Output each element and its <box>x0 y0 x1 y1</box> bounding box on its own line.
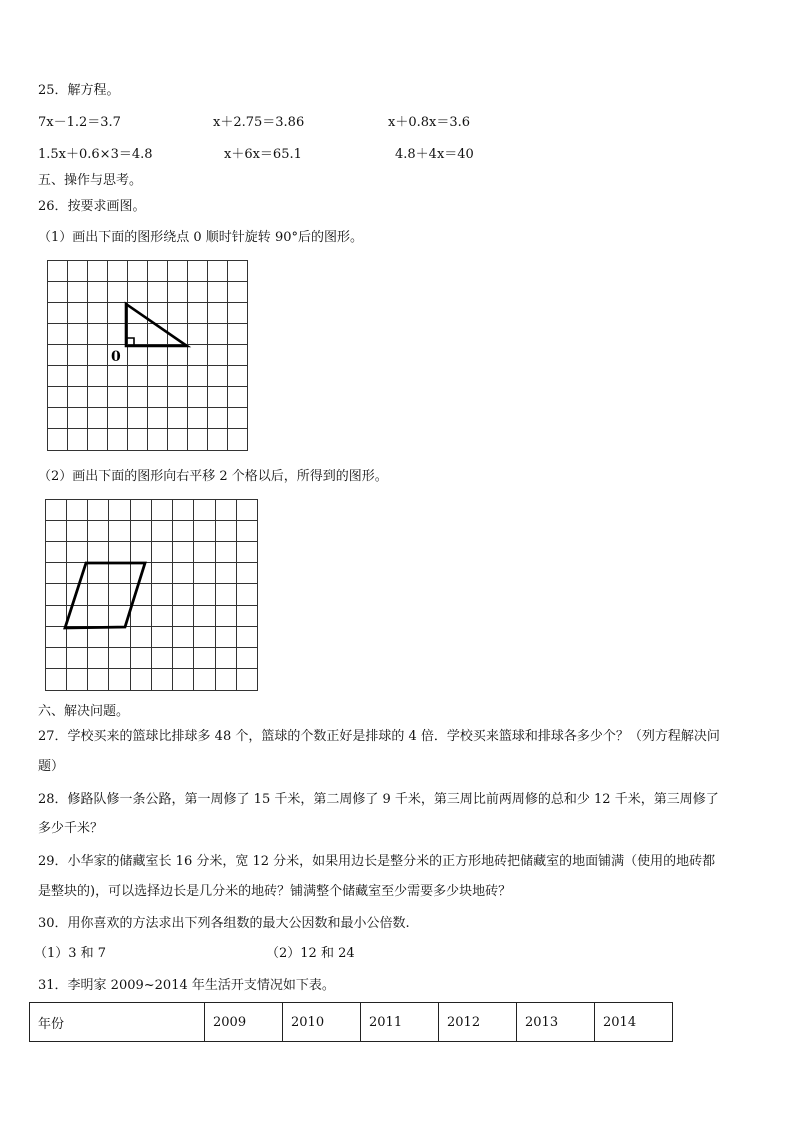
table-header-cell: 2014 <box>595 1003 673 1042</box>
q26-part1-instruction: （1）画出下面的图形绕点 0 顺时针旋转 90°后的图形。 <box>38 230 363 245</box>
right-triangle-shape <box>126 304 187 346</box>
rotation-grid <box>47 260 251 454</box>
q26-part2-instruction: （2）画出下面的图形向右平移 2 个格以后，所得到的图形。 <box>38 469 388 484</box>
parallelogram-shape <box>65 563 145 628</box>
equation: 7x－1.2＝3.7 <box>38 115 121 130</box>
q28-line1: 28．修路队修一条公路，第一周修了 15 千米，第二周修了 9 千米，第三周比前两周修的总和少 12 千米，第三周修了 <box>38 792 719 807</box>
expenses-table <box>29 1002 673 1042</box>
section-6-title: 六、解决问题。 <box>38 704 130 719</box>
translation-grid <box>45 499 261 695</box>
q30-title: 30．用你喜欢的方法求出下列各组数的最大公因数和最小公倍数. <box>38 916 410 931</box>
equation: x＋2.75＝3.86 <box>213 115 305 130</box>
equation: x＋6x＝65.1 <box>224 147 302 162</box>
q30-part1: （1）3 和 7 <box>34 946 107 961</box>
q29-line1: 29．小华家的储藏室长 16 分米，宽 12 分米，如果用边长是整分米的正方形地砖把储藏室的地面铺满（使用的地砖都 <box>38 854 716 869</box>
table-header-cell: 2011 <box>361 1003 439 1042</box>
table-header-cell: 2012 <box>439 1003 517 1042</box>
equation: 4.8＋4x＝40 <box>395 147 474 162</box>
q30-part2: （2）12 和 24 <box>266 946 355 961</box>
table-header-cell: 2010 <box>283 1003 361 1042</box>
equation: x＋0.8x＝3.6 <box>388 115 471 130</box>
table-row <box>30 1003 673 1042</box>
q31-title: 31．李明家 2009~2014 年生活开支情况如下表。 <box>38 978 335 993</box>
equation: 1.5x＋0.6×3＝4.8 <box>38 147 153 162</box>
q29-line2: 是整块的)，可以选择边长是几分米的地砖？铺满整个储藏室至少需要多少块地砖？ <box>38 884 512 899</box>
q27-line1: 27．学校买来的篮球比排球多 48 个，篮球的个数正好是排球的 4 倍．学校买来篮球和排球各多少个？（列方程解决问 <box>38 729 720 744</box>
q26-title: 26．按要求画图。 <box>38 199 146 214</box>
table-header-cell: 年份 <box>30 1003 205 1042</box>
q27-line2: 题） <box>38 759 65 774</box>
rotation-point-label: 0 <box>111 349 121 365</box>
section-5-title: 五、操作与思考。 <box>38 173 143 188</box>
q28-line2: 多少千米？ <box>38 821 104 836</box>
table-header-cell: 2009 <box>205 1003 283 1042</box>
q25-title: 25．解方程。 <box>38 83 120 98</box>
table-header-cell: 2013 <box>517 1003 595 1042</box>
